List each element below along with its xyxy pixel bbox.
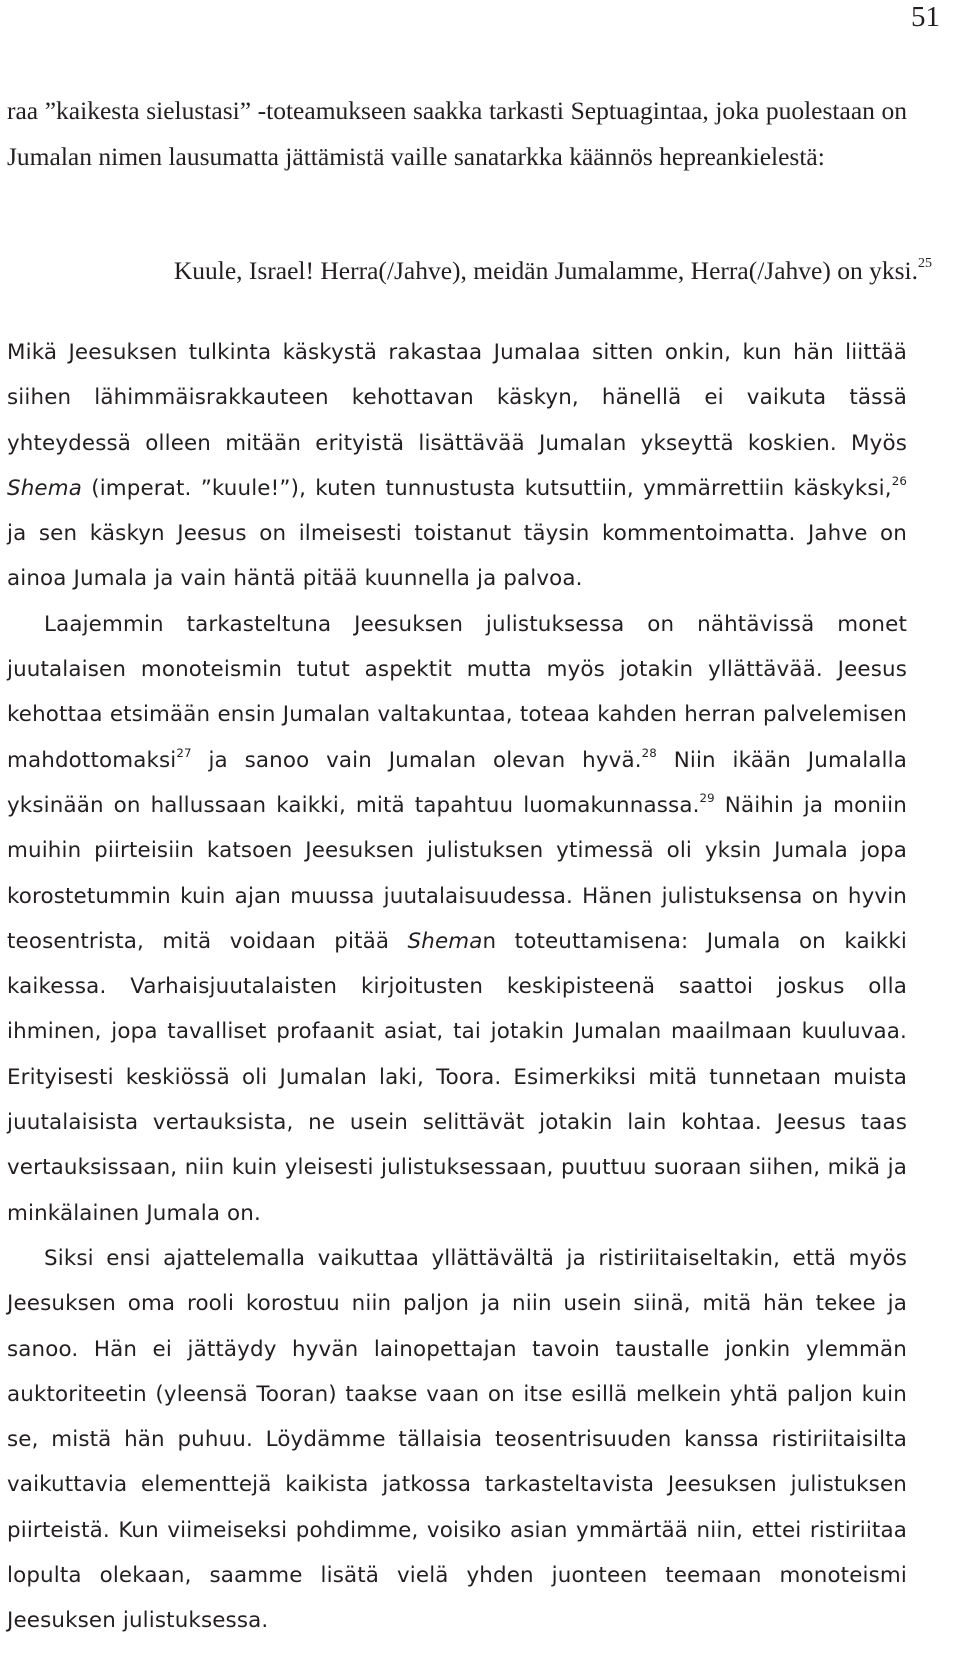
- quote-text: Kuule, Israel! Herra(/Jahve), meidän Jumalamme, Herra(/Jahve) on yksi.: [173, 256, 918, 285]
- footnote-ref-25[interactable]: 25: [917, 256, 932, 272]
- paragraph-2: [7, 602, 907, 1236]
- paragraph-1-text-2: (imperat. ”kuule!”), kuten tunnustusta kutsuttiin, ymmärrettiin käskyksi,: [82, 475, 892, 501]
- paragraph-1-text-1: Mikä Jeesuksen tulkinta käskystä rakastaa Jumalaa sitten onkin, kun hän liittää siihen lähimmäisrakkauteen kehottavan käskyn, hänellä ei vaikuta tässä yhteydessä olleen mitään erityistä lisättävää Jumalan ykseyttä koskien. Myös: [7, 340, 907, 456]
- main-body: [7, 330, 907, 1644]
- paragraph-2-text-4: Näihin ja moniin muihin piirteisiin katsoen Jeesuksen julistuksen ytimessä oli yksin Jumala jopa korostetummin kuin ajan muussa juutalaisuudessa. Hänen julistuksensa on hyvin teosentrista, mitä voidaan pitää: [7, 792, 907, 954]
- paragraph-2-text-1: Laajemmin tarkasteltuna Jeesuksen julistuksessa on nähtävissä monet juutalaisen monoteismin tutut aspektit mutta myös jotakin yllättävää. Jeesus kehottaa etsimään ensin Jumalan valtakuntaa, toteaa kahden herran palvelemisen mahdottomaksi: [7, 611, 907, 773]
- footnote-ref-29[interactable]: 29: [699, 790, 715, 805]
- paragraph-3: [7, 1236, 907, 1644]
- paragraph-1: [7, 330, 907, 602]
- intro-text: raa ”kaikesta sielustasi” -toteamukseen saakka tarkasti Septuagintaa, joka puolestaan on Jumalan nimen lausumatta jättämistä vaille sanatarkka käännös hepreankielestä:: [7, 96, 907, 171]
- footnote-ref-27[interactable]: 27: [176, 745, 192, 760]
- term-shema: Shema: [7, 475, 82, 501]
- footnote-ref-26[interactable]: 26: [891, 473, 907, 488]
- footnote-ref-28[interactable]: 28: [641, 745, 657, 760]
- paragraph-1-text-3: ja sen käskyn Jeesus on ilmeisesti toistanut täysin kommentoimatta. Jahve on ainoa Jumala ja vain häntä pitää kuunnella ja palvoa.: [7, 521, 907, 592]
- term-shema: Shema: [407, 928, 483, 954]
- scripture-quote: [174, 251, 932, 291]
- paragraph-2-text-5: n toteuttamisena: Jumala on kaikki kaikessa. Varhaisjuutalaisten kirjoitusten keskipisteenä saattoi joskus olla ihminen, jopa tavalliset profaanit asiat, tai jotakin Jumalan maailmaan kuuluvaa. Erityisesti keskiössä oli Jumalan laki, Toora. Esimerkiksi mitä tunnetaan muista juutalaisista vertauksista, ne usein selittävät jotakin lain kohtaa. Jeesus taas vertauksissaan, niin kuin yleisesti julistuksessaan, puuttuu suoraan siihen, mikä ja minkälainen Jumala on.: [7, 928, 907, 1226]
- paragraph-3-text: Siksi ensi ajattelemalla vaikuttaa yllättävältä ja ristiriitaiseltakin, että myös Jeesuksen oma rooli korostuu niin paljon ja niin usein siinä, mitä hän tekee ja sanoo. Hän ei jättäydy hyvän lainopettajan tavoin taustalle jonkin ylemmän auktoriteetin (yleensä Tooran) taakse vaan on itse esillä melkein yhtä paljon kuin se, mistä hän puhuu. Löydämme tällaisia teosentrisuuden kanssa ristiriitaisilta vaikuttavia elementtejä kaikista jatkossa tarkasteltavista Jeesuksen julistuksen piirteistä. Kun viimeiseksi pohdimme, voisiko asian ymmärtää niin, ettei ristiriitaa lopulta olekaan, saamme lisätä vielä yhden juonteen teemaan monoteismi Jeesuksen julistuksessa.: [7, 1245, 907, 1634]
- intro-paragraph: [7, 88, 907, 180]
- paragraph-2-text-3: Niin ikään Jumalalla yksinään on hallussaan kaikki, mitä tapahtuu luomakunnassa.: [7, 747, 907, 818]
- page-number: 51: [911, 1, 940, 33]
- paragraph-2-text-2: ja sanoo vain Jumalan olevan hyvä.: [191, 747, 642, 773]
